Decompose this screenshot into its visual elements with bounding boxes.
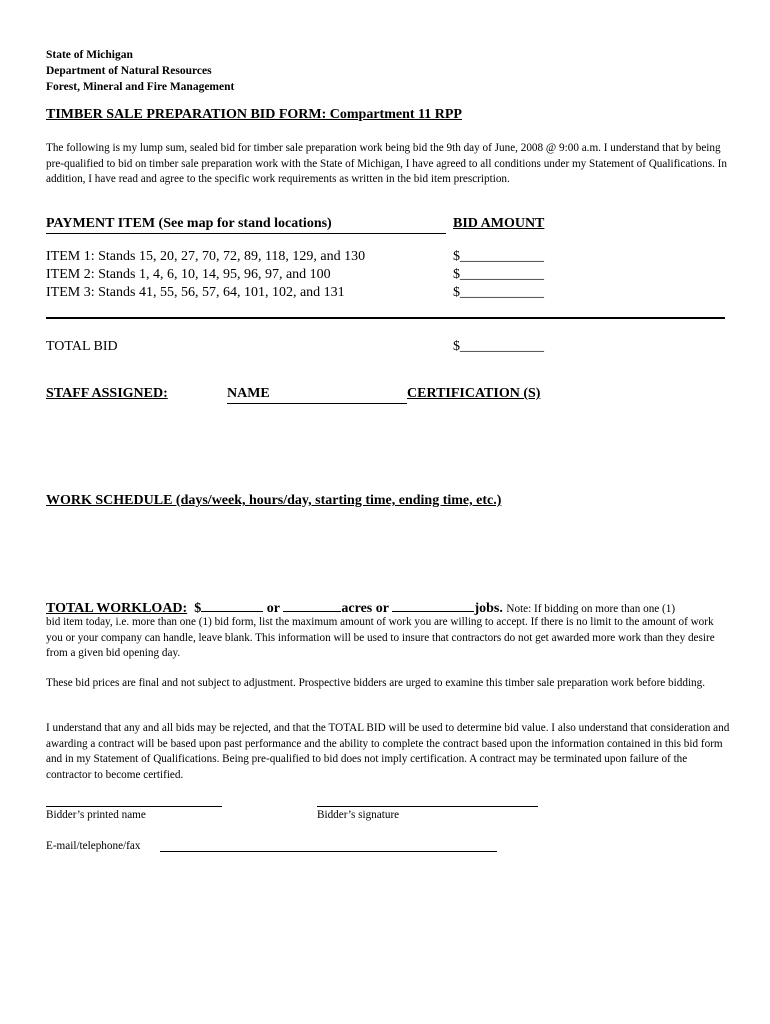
payment-item-2-amount[interactable]: $____________ — [453, 267, 544, 282]
payment-item-2: ITEM 2: Stands 1, 4, 6, 10, 14, 95, 96, 97, and 100 — [46, 267, 331, 282]
workload-or: or — [266, 601, 280, 616]
form-title: TIMBER SALE PREPARATION BID FORM: Compartment 11 RPP — [46, 107, 462, 122]
workload-acres-field[interactable] — [283, 599, 341, 612]
staff-name-header-text: NAME — [227, 386, 270, 401]
agency-header — [46, 47, 234, 95]
header-division: Forest, Mineral and Fire Management — [46, 81, 235, 93]
signature-label: Bidder’s signature — [317, 809, 400, 821]
workload-note: bid item today, i.e. more than one (1) bid form, list the maximum amount of work you are willing to accept. If there is no limit to the amount of work you or your company can handle, leave blank. This information will be used to insure that contractors do not get awarded more work than they desire from a given bid opening day. — [46, 616, 715, 659]
payment-item-3: ITEM 3: Stands 41, 55, 56, 57, 64, 101, 102, and 131 — [46, 285, 345, 300]
payment-item-3-amount[interactable]: $____________ — [453, 285, 544, 300]
header-department: Department of Natural Resources — [46, 65, 212, 77]
total-workload-label: TOTAL WORKLOAD: — [46, 601, 188, 616]
printed-name-line[interactable] — [46, 806, 222, 807]
staff-name-header — [227, 386, 407, 404]
payment-item-heading — [46, 216, 446, 234]
workload-jobs-field[interactable] — [392, 599, 474, 612]
workload-dollar-sign: $ — [194, 601, 202, 616]
total-bid-amount[interactable]: $____________ — [453, 339, 544, 354]
bid-amount-heading: BID AMOUNT — [453, 216, 545, 231]
contact-label: E-mail/telephone/fax — [46, 840, 141, 852]
section-divider — [46, 317, 725, 319]
workload-note-first: Note: If bidding on more than one (1) — [506, 603, 676, 615]
payment-item-heading-text: PAYMENT ITEM (See map for stand locations) — [46, 216, 332, 231]
payment-item-1-amount[interactable]: $____________ — [453, 249, 544, 264]
payment-item-1: ITEM 1: Stands 15, 20, 27, 70, 72, 89, 118, 129, and 130 — [46, 249, 366, 264]
workload-jobs: jobs. — [474, 601, 503, 616]
printed-name-label: Bidder’s printed name — [46, 809, 146, 821]
staff-certification-header: CERTIFICATION (S) — [407, 386, 541, 401]
signature-line[interactable] — [317, 806, 538, 807]
workload-dollar-field[interactable] — [201, 599, 263, 612]
rejection-paragraph: I understand that any and all bids may be rejected, and that the TOTAL BID will be used to determine bid value. I also understand that consideration and awarding a contract will be based upon past performance and the ability to complete the contract based upon the information contained in this bid form and in my Statement of Qualifications. Being pre-qualified to bid does not imply certification. A contract may be terminated upon failure of the contractor to become certified. — [46, 722, 730, 781]
work-schedule-label: WORK SCHEDULE (days/week, hours/day, starting time, ending time, etc.) — [46, 493, 502, 508]
intro-paragraph: The following is my lump sum, sealed bid for timber sale preparation work being bid the 9th day of June, 2008 @ 9:00 a.m. I understand that by being pre-qualified to bid on timber sale preparation work with the State of Michigan, I have agreed to all conditions under my Statement of Qualifications. In addition, I have read and agree to the specific work requirements as written in the bid item prescription. — [46, 142, 728, 185]
staff-assigned-label: STAFF ASSIGNED: — [46, 386, 168, 401]
total-bid-label: TOTAL BID — [46, 339, 118, 354]
workload-acres-or: acres or — [341, 601, 389, 616]
contact-line[interactable] — [160, 851, 497, 852]
final-prices-paragraph: These bid prices are final and not subject to adjustment. Prospective bidders are urged to examine this timber sale preparation work before bidding. — [46, 677, 706, 689]
header-state: State of Michigan — [46, 49, 133, 61]
